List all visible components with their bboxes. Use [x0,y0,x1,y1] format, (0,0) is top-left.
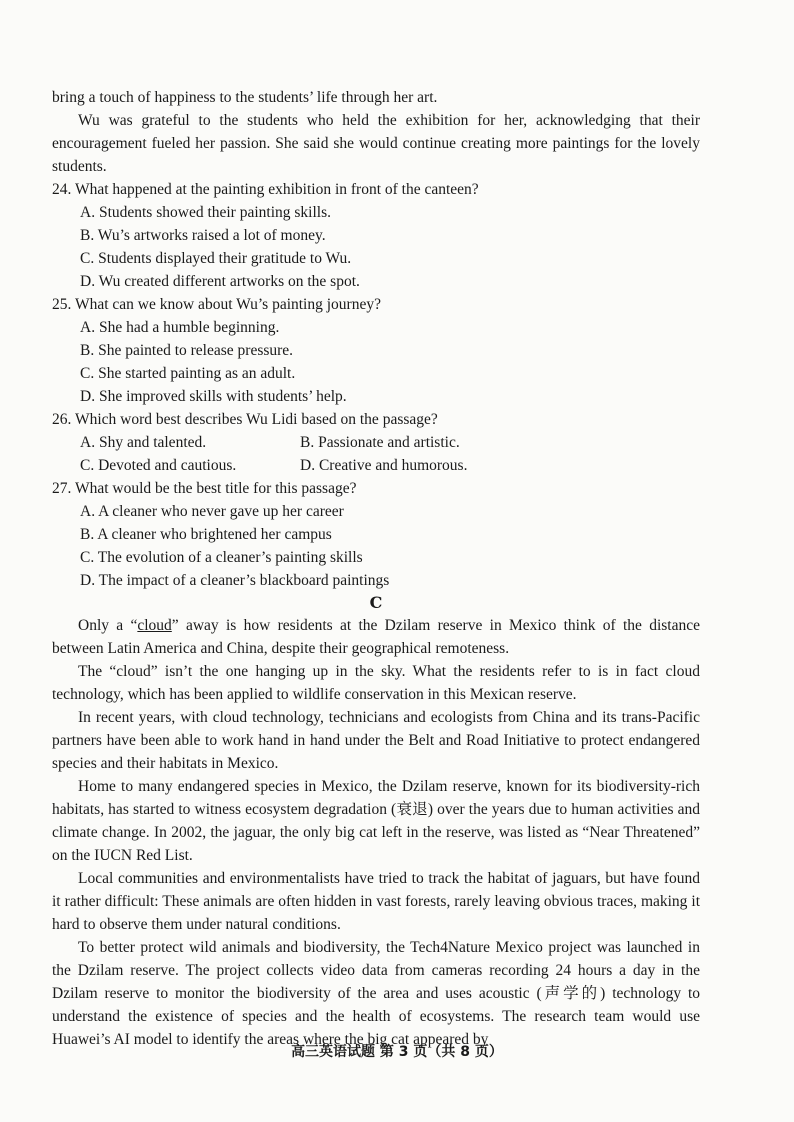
passage-c-paragraph-4: Home to many endangered species in Mexico, the Dzilam reserve, known for its biodiversity-rich habitats, has started to witness ecosystem degradation (衰退) over the years due to human activities and climate change. In 2002, the jaguar, the only big cat left in the reserve, was listed as “Near Threatened” on the IUCN Red List. [52,778,700,864]
passage-c-paragraph-6: To better protect wild animals and biodiversity, the Tech4Nature Mexico project was launched in the Dzilam reserve. The project collects video data from cameras recording 24 hours a day in the Dzilam reserve to monitor the biodiversity of the area and uses acoustic (声学的) technology to understand the existence of species and the health of ecosystems. The research team would use Huawei’s AI model to identify the areas where the big cat appeared by [52,939,700,1048]
page-content [52,86,700,1051]
question-27 [52,477,700,592]
passage-c-paragraph-3: In recent years, with cloud technology, technicians and ecologists from China and its trans-Pacific partners have been able to work hand in hand under the Belt and Road Initiative to protect endangered species and their habitats in Mexico. [52,709,700,772]
option-c: C. Devoted and cautious. [80,457,237,474]
option-a: A. Shy and talented. [80,434,207,451]
option-d: D. Wu created different artworks on the spot. [80,273,360,290]
option-d: D. She improved skills with students’ help. [80,388,347,405]
passage-b-final-paragraph: Wu was grateful to the students who held the exhibition for her, acknowledging that their encouragement fueled her passion. She said she would continue creating more paintings for the lovely students. [52,112,700,175]
option-b: B. Passionate and artistic. [300,434,460,451]
question-stem: 27. What would be the best title for this passage? [52,480,357,497]
question-stem: 26. Which word best describes Wu Lidi based on the passage? [52,411,438,428]
underlined-word: cloud [137,617,172,634]
question-26 [52,408,700,477]
passage-c-paragraph-1 [52,614,700,660]
passage-c-paragraph-2: The “cloud” isn’t the one hanging up in the sky. What the residents refer to is in fact cloud technology, which has been applied to wildlife conservation in this Mexican reserve. [52,663,700,703]
question-24 [52,178,700,293]
option-a: A. A cleaner who never gave up her career [80,503,344,520]
option-d: D. The impact of a cleaner’s blackboard paintings [80,572,390,589]
option-a: A. She had a humble beginning. [80,319,280,336]
question-stem: 24. What happened at the painting exhibition in front of the canteen? [52,181,479,198]
section-heading: C [369,593,383,612]
option-c: C. She started painting as an adult. [80,365,296,382]
question-stem: 25. What can we know about Wu’s painting journey? [52,296,381,313]
option-b: B. Wu’s artworks raised a lot of money. [80,227,326,244]
paragraph-text-end: ” away is how residents at the Dzilam reserve in Mexico think of the distance between Latin America and China, despite their geographical remoteness. [52,617,700,657]
question-25 [52,293,700,408]
option-b: B. A cleaner who brightened her campus [80,526,332,543]
passage-c-paragraph-5: Local communities and environmentalists have tried to track the habitat of jaguars, but have found it rather difficult: These animals are often hidden in vast forests, rarely leaving obvious traces, making it hard to observe them under natural conditions. [52,870,700,933]
options-row-2 [52,454,700,477]
option-c: C. Students displayed their gratitude to Wu. [80,250,352,267]
page-footer: 高三英语试题 第 3 页（共 8 页） [291,1044,503,1060]
option-c: C. The evolution of a cleaner’s painting skills [80,549,363,566]
paragraph-text-start: Only a “ [78,617,138,634]
options-row-1 [52,431,700,454]
option-b: B. She painted to release pressure. [80,342,294,359]
option-a: A. Students showed their painting skills. [80,204,332,221]
passage-b-continued-line: bring a touch of happiness to the students’ life through her art. [52,89,438,106]
option-d: D. Creative and humorous. [300,457,468,474]
